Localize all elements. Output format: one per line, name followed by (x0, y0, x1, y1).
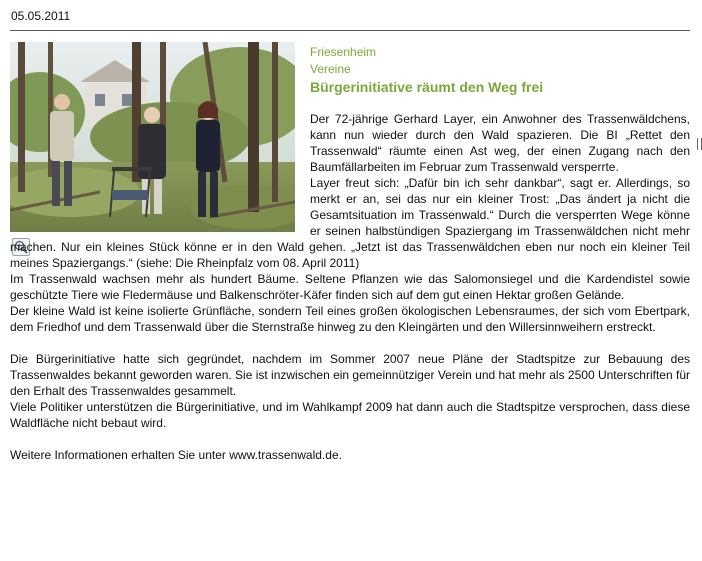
paragraph-gap (10, 431, 690, 447)
article-header (310, 44, 692, 96)
paragraph-4: Der kleine Wald ist keine isolierte Grünfläche, sondern Teil eines großen ökologischen Lebensraumes, der sich vom Ebertpark, dem Friedhof und dem Trassenwald über die Sternstraße hinweg zu den Kleingärten und den Willersinnweihern erstreckt. (10, 304, 690, 334)
article-body (10, 111, 690, 463)
paragraph-gap (10, 335, 690, 351)
more-info-paragraph: Weitere Informationen erhalten Sie unter www.trassenwald.de. (10, 448, 342, 462)
text-cursor-icon (697, 138, 702, 150)
header-divider (10, 30, 690, 31)
paragraph-1: Der 72-jährige Gerhard Layer, ein Anwohner des Trassenwäldchens, kann nun wieder durch den Wald spazieren. Die BI „Rettet den Trassenwald“ räumte einen Ast weg, der einen Zugang nach den Baumfällarbeiten im Februar zum Trassenwald versperrte. (310, 112, 690, 174)
paragraph-6: Viele Politiker unterstützen die Bürgerinitiative, und im Wahlkampf 2009 hat dann auch die Stadtspitze versprochen, dass diese Waldfläche nicht bebaut wird. (10, 400, 690, 430)
paragraph-2: Layer freut sich: „Dafür bin ich sehr dankbar“, sagt er. Allerdings, so merkt er an, sei das nur ein kleiner Trost: „Das ändert ja nicht die Gesamtsituation im Trassenwald.“ Durch die versperrten Wege könne er seinen halbstündigen Spaziergang im Trassenwäldchen nicht mehr machen. Nur ein kleines Stück könne er in den Wald gehen. „Jetzt ist das Trassenwäldchen eben nur noch ein kleiner Teil meines Spaziergangs.“ (siehe: Die Rheinpfalz vom 08. April 2011) (10, 176, 690, 270)
photo-wrap-spacer (10, 111, 310, 236)
kicker-place: Friesenheim (310, 45, 377, 59)
paragraph-5: Die Bürgerinitiative hatte sich gegründet, nachdem im Sommer 2007 neue Pläne der Stadtspitze zur Bebauung des Trassenwaldes bekannt geworden waren. Sie ist inzwischen ein gemeinnütziger Verein und hat mehr als 2500 Unterschriften für den Erhalt des Trassenwaldes gesammelt. (10, 352, 690, 398)
article-headline: Bürgerinitiative räumt den Weg frei (310, 79, 544, 95)
kicker-section: Vereine (310, 62, 351, 76)
paragraph-3: Im Trassenwald wachsen mehr als hundert Bäume. Seltene Pflanzen wie das Salomonsiegel und die Kardendistel sowie geschützte Tiere wie Fledermäuse und Balkenschröter-Käfer finden sich auf dem gut einen Hektar großen Gelände. (10, 272, 690, 302)
article-date: 05.05.2011 (11, 9, 71, 23)
